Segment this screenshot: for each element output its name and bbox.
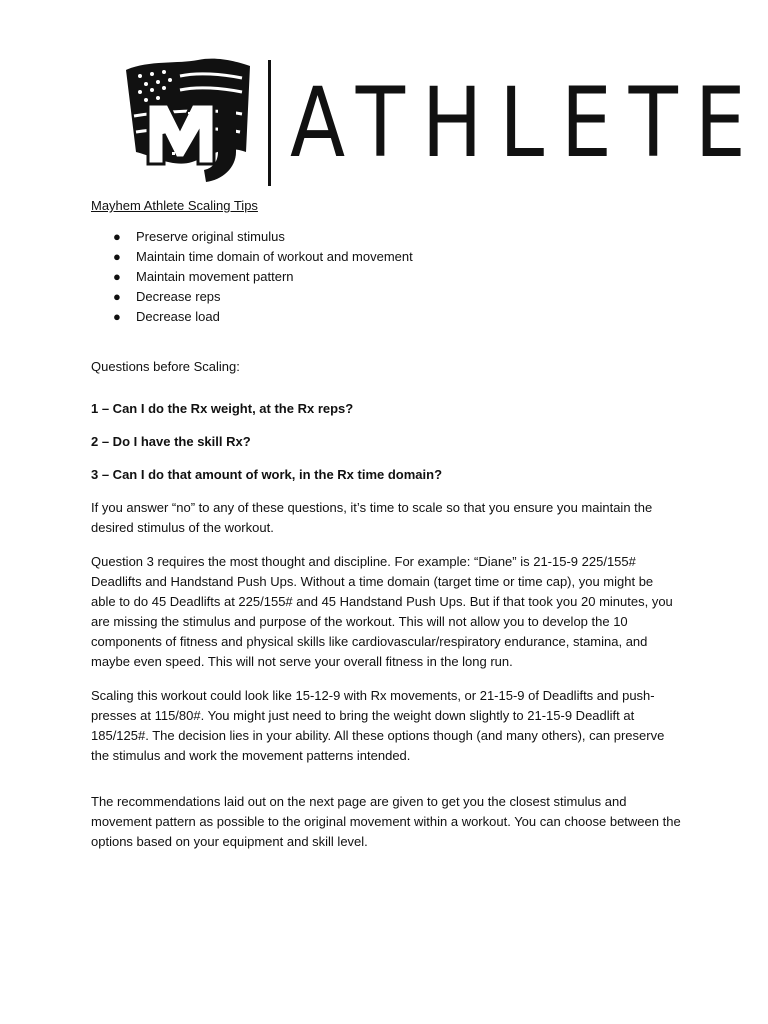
- bullet-icon: ●: [113, 229, 121, 244]
- list-item: [91, 287, 681, 307]
- paragraph-question-3: Question 3 requires the most thought and discipline. For example: “Diane” is 21-15-9 225/155# Deadlifts and Handstand Push Ups. Without a time domain (target time or time cap), you might be able to do 45 Deadlifts at 225/155# and 45 Handstand Push Ups. But if that took you 20 minutes, you are missing the stimulus and purpose of the workout. This will not allow you to develop the 10 components of fitness and physical skills like cardiovascular/respiratory endurance, stamina, and maybe even speed. This will not serve your overall fitness in the long run.: [91, 554, 673, 669]
- question-2: 2 – Do I have the skill Rx?: [91, 434, 251, 449]
- paragraph-answer-no: If you answer “no” to any of these questions, it’s time to scale so that you ensure you maintain the desired stimulus of the workout.: [91, 500, 653, 535]
- header-divider: [268, 60, 271, 186]
- document-title: Mayhem Athlete Scaling Tips: [91, 198, 258, 213]
- tip-text: Decrease load: [136, 309, 220, 324]
- question-3: 3 – Can I do that amount of work, in the Rx time domain?: [91, 467, 443, 482]
- tip-text: Maintain movement pattern: [136, 269, 294, 284]
- header: [118, 56, 763, 190]
- tips-list: [91, 227, 681, 327]
- document-body: [91, 196, 681, 866]
- bullet-icon: ●: [113, 269, 121, 284]
- bullet-icon: ●: [113, 249, 121, 264]
- list-item: [91, 227, 681, 247]
- list-item: [91, 247, 681, 267]
- tip-text: Preserve original stimulus: [136, 229, 285, 244]
- tip-text: Maintain time domain of workout and movement: [136, 249, 413, 264]
- mayhem-logo-icon: [118, 56, 256, 188]
- paragraph-recommendations: The recommendations laid out on the next page are given to get you the closest stimulus and movement pattern as possible to the original movement within a workout. You can choose between the options based on your equipment and skill level.: [91, 794, 681, 849]
- list-item: [91, 267, 681, 287]
- bullet-icon: ●: [113, 289, 121, 304]
- question-1: 1 – Can I do the Rx weight, at the Rx reps?: [91, 401, 354, 416]
- bullet-icon: ●: [113, 309, 121, 324]
- list-item: [91, 307, 681, 327]
- questions-heading: Questions before Scaling:: [91, 359, 240, 374]
- paragraph-scaling-example: Scaling this workout could look like 15-12-9 with Rx movements, or 21-15-9 of Deadlifts and push-presses at 115/80#. You might just need to bring the weight down slightly to 21-15-9 Deadlift at 185/125#. The decision lies in your ability. All these options though (and many others), can preserve the stimulus and work the movement patterns intended.: [91, 688, 665, 763]
- tip-text: Decrease reps: [136, 289, 221, 304]
- brand-wordmark: ATHLETE: [290, 67, 763, 179]
